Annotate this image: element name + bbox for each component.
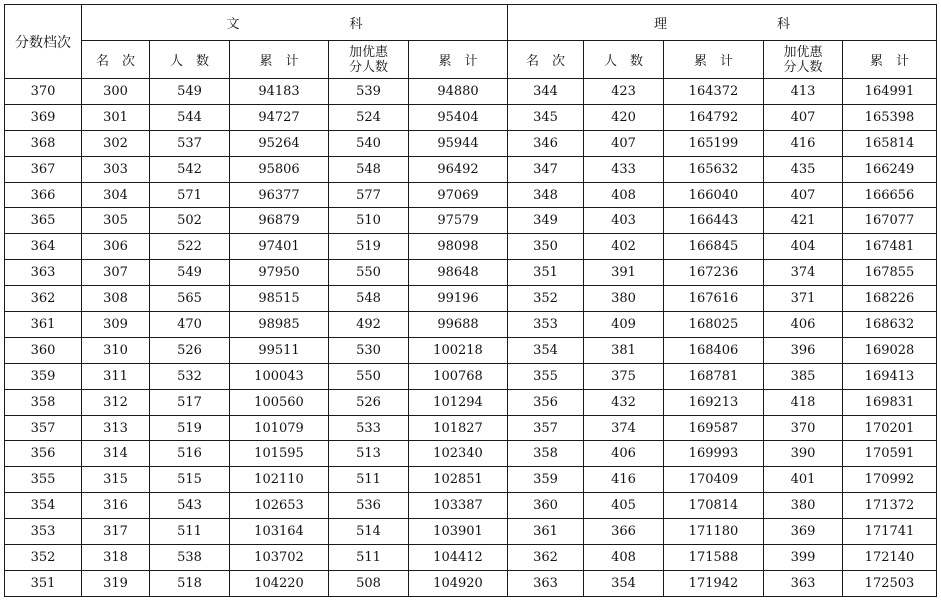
science-cumulative-cell: 164792 <box>664 104 764 130</box>
science-bonus-count-cell: 421 <box>764 208 843 234</box>
liberal-count-cell: 515 <box>150 467 230 493</box>
table-row <box>5 337 937 363</box>
liberal-count-cell: 538 <box>150 545 230 571</box>
science-bonus-cumulative-cell: 171741 <box>843 519 937 545</box>
science-bonus-count-cell: 385 <box>764 363 843 389</box>
science-char-1: 理 <box>653 17 667 32</box>
liberal-bonus-count-cell: 530 <box>329 337 409 363</box>
science-bonus-cumulative-cell: 171372 <box>843 493 937 519</box>
table-row <box>5 130 937 156</box>
score-distribution-document <box>4 4 937 597</box>
science-count-cell: 374 <box>584 415 664 441</box>
science-cumulative-cell: 167236 <box>664 260 764 286</box>
bonus-header-line-1: 加优惠 <box>348 44 388 60</box>
science-cumulative-cell: 168781 <box>664 363 764 389</box>
liberal-rank-cell: 308 <box>82 286 150 312</box>
liberal-rank-cell: 310 <box>82 337 150 363</box>
science-count-cell: 375 <box>584 363 664 389</box>
science-count-cell: 409 <box>584 312 664 338</box>
liberal-bonus-count-cell: 510 <box>329 208 409 234</box>
score-band-cell: 363 <box>5 260 82 286</box>
table-row <box>5 519 937 545</box>
liberal-cumulative-cell: 101595 <box>230 441 329 467</box>
science-cumulative-cell: 165632 <box>664 156 764 182</box>
liberal-count-cell: 544 <box>150 104 230 130</box>
liberal-bonus-cumulative-cell: 100218 <box>409 337 508 363</box>
liberal-bonus-cumulative-cell: 104920 <box>409 570 508 596</box>
science-cumulative-cell: 171942 <box>664 570 764 596</box>
science-count-cell: 380 <box>584 286 664 312</box>
science-count-cell: 403 <box>584 208 664 234</box>
score-band-cell: 360 <box>5 337 82 363</box>
liberal-cumulative-cell: 97950 <box>230 260 329 286</box>
liberal-cumulative-cell: 96377 <box>230 182 329 208</box>
science-bonus-count-cell: 404 <box>764 234 843 260</box>
science-count-cell: 406 <box>584 441 664 467</box>
table-body <box>5 79 937 597</box>
liberal-bonus-cumulative-cell: 101827 <box>409 415 508 441</box>
science-count-cell: 366 <box>584 519 664 545</box>
liberal-cumulative-cell: 98985 <box>230 312 329 338</box>
science-rank-cell: 358 <box>508 441 584 467</box>
liberal-bonus-cumulative-cell: 97069 <box>409 182 508 208</box>
science-bonus-count-header <box>764 41 843 79</box>
science-bonus-count-cell: 396 <box>764 337 843 363</box>
liberal-rank-cell: 301 <box>82 104 150 130</box>
score-band-cell: 370 <box>5 79 82 105</box>
liberal-rank-cell: 303 <box>82 156 150 182</box>
liberal-count-cell: 542 <box>150 156 230 182</box>
science-bonus-count-cell: 406 <box>764 312 843 338</box>
liberal-arts-header <box>82 5 508 41</box>
science-bonus-count-cell: 413 <box>764 79 843 105</box>
liberal-rank-cell: 318 <box>82 545 150 571</box>
table-row <box>5 415 937 441</box>
science-bonus-cumulative-cell: 167855 <box>843 260 937 286</box>
score-band-cell: 359 <box>5 363 82 389</box>
liberal-rank-cell: 319 <box>82 570 150 596</box>
science-bonus-cumulative-cell: 165814 <box>843 130 937 156</box>
liberal-bonus-count-cell: 550 <box>329 363 409 389</box>
liberal-rank-cell: 306 <box>82 234 150 260</box>
score-distribution-table <box>4 4 937 597</box>
liberal-count-cell: 565 <box>150 286 230 312</box>
science-bonus-cumulative-cell: 170201 <box>843 415 937 441</box>
liberal-cumulative-cell: 102110 <box>230 467 329 493</box>
liberal-bonus-count-cell: 577 <box>329 182 409 208</box>
liberal-rank-cell: 302 <box>82 130 150 156</box>
liberal-bonus-count-cell: 519 <box>329 234 409 260</box>
science-bonus-cumulative-cell: 169413 <box>843 363 937 389</box>
score-band-cell: 353 <box>5 519 82 545</box>
science-count-cell: 405 <box>584 493 664 519</box>
science-count-cell: 402 <box>584 234 664 260</box>
liberal-bonus-cumulative-cell: 95944 <box>409 130 508 156</box>
liberal-count-cell: 543 <box>150 493 230 519</box>
science-rank-cell: 360 <box>508 493 584 519</box>
science-bonus-cumulative-cell: 172140 <box>843 545 937 571</box>
liberal-bonus-count-cell: 540 <box>329 130 409 156</box>
science-count-cell: 433 <box>584 156 664 182</box>
table-row <box>5 156 937 182</box>
science-cumulative-cell: 171588 <box>664 545 764 571</box>
science-cumulative-cell: 166443 <box>664 208 764 234</box>
table-row <box>5 389 937 415</box>
science-bonus-cumulative-cell: 167481 <box>843 234 937 260</box>
liberal-count-cell: 549 <box>150 260 230 286</box>
table-row <box>5 545 937 571</box>
science-bonus-count-cell: 418 <box>764 389 843 415</box>
score-band-cell: 352 <box>5 545 82 571</box>
liberal-cumulative-cell: 102653 <box>230 493 329 519</box>
liberal-cumulative-cell: 96879 <box>230 208 329 234</box>
science-bonus-count-cell: 407 <box>764 104 843 130</box>
liberal-cumulative-cell: 99511 <box>230 337 329 363</box>
score-band-cell: 357 <box>5 415 82 441</box>
table-row <box>5 182 937 208</box>
liberal-bonus-cumulative-cell: 99196 <box>409 286 508 312</box>
science-bonus-count-cell: 390 <box>764 441 843 467</box>
science-bonus-count-cell: 369 <box>764 519 843 545</box>
science-count-cell: 432 <box>584 389 664 415</box>
liberal-arts-char-1: 文 <box>226 17 240 32</box>
science-rank-cell: 349 <box>508 208 584 234</box>
table-row <box>5 104 937 130</box>
liberal-arts-char-2: 科 <box>349 17 363 32</box>
liberal-count-header: 人 数 <box>150 41 230 79</box>
score-band-cell: 369 <box>5 104 82 130</box>
liberal-bonus-cumulative-cell: 102851 <box>409 467 508 493</box>
table-row <box>5 234 937 260</box>
science-rank-header: 名 次 <box>508 41 584 79</box>
liberal-count-cell: 511 <box>150 519 230 545</box>
science-count-cell: 381 <box>584 337 664 363</box>
liberal-cumulative-cell: 100560 <box>230 389 329 415</box>
bonus-header-line-2: 分人数 <box>348 59 388 75</box>
liberal-rank-cell: 304 <box>82 182 150 208</box>
table-row <box>5 208 937 234</box>
science-rank-cell: 346 <box>508 130 584 156</box>
liberal-bonus-cumulative-cell: 104412 <box>409 545 508 571</box>
liberal-bonus-cumulative-cell: 103901 <box>409 519 508 545</box>
liberal-cumulative-cell: 103702 <box>230 545 329 571</box>
liberal-bonus-count-cell: 539 <box>329 79 409 105</box>
science-bonus-cumulative-cell: 170591 <box>843 441 937 467</box>
liberal-rank-cell: 313 <box>82 415 150 441</box>
liberal-rank-cell: 317 <box>82 519 150 545</box>
liberal-bonus-count-cell: 550 <box>329 260 409 286</box>
science-bonus-count-cell: 371 <box>764 286 843 312</box>
table-row <box>5 493 937 519</box>
science-rank-cell: 351 <box>508 260 584 286</box>
liberal-rank-cell: 300 <box>82 79 150 105</box>
score-band-cell: 351 <box>5 570 82 596</box>
liberal-cumulative-cell: 100043 <box>230 363 329 389</box>
science-rank-cell: 348 <box>508 182 584 208</box>
liberal-count-cell: 519 <box>150 415 230 441</box>
science-bonus-cumulative-cell: 167077 <box>843 208 937 234</box>
liberal-bonus-count-cell: 511 <box>329 467 409 493</box>
science-cumulative-cell: 164372 <box>664 79 764 105</box>
score-band-cell: 362 <box>5 286 82 312</box>
science-cumulative-cell: 166040 <box>664 182 764 208</box>
liberal-rank-cell: 311 <box>82 363 150 389</box>
score-band-cell: 355 <box>5 467 82 493</box>
science-count-header: 人 数 <box>584 41 664 79</box>
score-band-cell: 358 <box>5 389 82 415</box>
science-cumulative-cell: 170409 <box>664 467 764 493</box>
science-cumulative-cell: 167616 <box>664 286 764 312</box>
science-char-2: 科 <box>777 17 791 32</box>
science-rank-cell: 363 <box>508 570 584 596</box>
liberal-rank-cell: 312 <box>82 389 150 415</box>
table-row <box>5 363 937 389</box>
science-rank-cell: 353 <box>508 312 584 338</box>
liberal-bonus-cumulative-cell: 102340 <box>409 441 508 467</box>
science-rank-cell: 361 <box>508 519 584 545</box>
table-row <box>5 79 937 105</box>
science-count-cell: 408 <box>584 545 664 571</box>
liberal-cumulative-cell: 94183 <box>230 79 329 105</box>
liberal-bonus-cumulative-cell: 96492 <box>409 156 508 182</box>
science-bonus-count-cell: 435 <box>764 156 843 182</box>
science-bonus-cumulative-cell: 168226 <box>843 286 937 312</box>
science-bonus-count-cell: 363 <box>764 570 843 596</box>
science-bonus-cumulative-cell: 168632 <box>843 312 937 338</box>
science-rank-cell: 362 <box>508 545 584 571</box>
header-row-columns <box>5 41 937 79</box>
science-bonus-cumulative-cell: 169831 <box>843 389 937 415</box>
science-bonus-cumulative-cell: 164991 <box>843 79 937 105</box>
liberal-bonus-count-cell: 548 <box>329 286 409 312</box>
science-rank-cell: 344 <box>508 79 584 105</box>
science-cumulative-cell: 168406 <box>664 337 764 363</box>
liberal-count-cell: 571 <box>150 182 230 208</box>
liberal-rank-cell: 309 <box>82 312 150 338</box>
science-bonus-cumulative-cell: 172503 <box>843 570 937 596</box>
science-bonus-count-cell: 416 <box>764 130 843 156</box>
science-rank-cell: 359 <box>508 467 584 493</box>
liberal-count-cell: 532 <box>150 363 230 389</box>
liberal-bonus-count-cell: 513 <box>329 441 409 467</box>
liberal-rank-cell: 316 <box>82 493 150 519</box>
score-band-cell: 365 <box>5 208 82 234</box>
liberal-cumulative-cell: 103164 <box>230 519 329 545</box>
liberal-bonus-count-cell: 533 <box>329 415 409 441</box>
liberal-cumulative-cell: 104220 <box>230 570 329 596</box>
liberal-rank-cell: 307 <box>82 260 150 286</box>
liberal-bonus-cumulative-cell: 98648 <box>409 260 508 286</box>
liberal-rank-cell: 315 <box>82 467 150 493</box>
liberal-count-cell: 526 <box>150 337 230 363</box>
score-band-cell: 366 <box>5 182 82 208</box>
liberal-bonus-cumulative-cell: 94880 <box>409 79 508 105</box>
liberal-count-cell: 537 <box>150 130 230 156</box>
liberal-bonus-cumulative-header: 累 计 <box>409 41 508 79</box>
science-rank-cell: 357 <box>508 415 584 441</box>
liberal-bonus-cumulative-cell: 99688 <box>409 312 508 338</box>
science-count-cell: 391 <box>584 260 664 286</box>
table-row <box>5 441 937 467</box>
science-header <box>508 5 937 41</box>
science-count-cell: 407 <box>584 130 664 156</box>
science-count-cell: 408 <box>584 182 664 208</box>
liberal-bonus-count-cell: 511 <box>329 545 409 571</box>
science-rank-cell: 345 <box>508 104 584 130</box>
science-bonus-count-cell: 370 <box>764 415 843 441</box>
liberal-bonus-count-cell: 526 <box>329 389 409 415</box>
table-row <box>5 570 937 596</box>
science-bonus-count-cell: 401 <box>764 467 843 493</box>
score-band-cell: 356 <box>5 441 82 467</box>
liberal-cumulative-cell: 98515 <box>230 286 329 312</box>
science-bonus-cumulative-cell: 166249 <box>843 156 937 182</box>
science-cumulative-cell: 169993 <box>664 441 764 467</box>
liberal-rank-cell: 314 <box>82 441 150 467</box>
liberal-count-cell: 549 <box>150 79 230 105</box>
liberal-count-cell: 502 <box>150 208 230 234</box>
liberal-bonus-count-cell: 508 <box>329 570 409 596</box>
science-cumulative-cell: 165199 <box>664 130 764 156</box>
bonus-header-line-1: 加优惠 <box>783 44 823 60</box>
liberal-bonus-cumulative-cell: 98098 <box>409 234 508 260</box>
liberal-rank-header: 名 次 <box>82 41 150 79</box>
liberal-cumulative-header: 累 计 <box>230 41 329 79</box>
liberal-count-cell: 470 <box>150 312 230 338</box>
score-band-cell: 361 <box>5 312 82 338</box>
table-row <box>5 467 937 493</box>
liberal-cumulative-cell: 95806 <box>230 156 329 182</box>
liberal-cumulative-cell: 94727 <box>230 104 329 130</box>
science-cumulative-cell: 166845 <box>664 234 764 260</box>
liberal-bonus-cumulative-cell: 101294 <box>409 389 508 415</box>
science-rank-cell: 350 <box>508 234 584 260</box>
science-cumulative-header: 累 计 <box>664 41 764 79</box>
science-bonus-count-cell: 407 <box>764 182 843 208</box>
science-bonus-cumulative-cell: 170992 <box>843 467 937 493</box>
table-header <box>5 5 937 79</box>
science-bonus-count-cell: 374 <box>764 260 843 286</box>
science-bonus-cumulative-cell: 166656 <box>843 182 937 208</box>
score-band-cell: 364 <box>5 234 82 260</box>
science-bonus-count-cell: 399 <box>764 545 843 571</box>
science-rank-cell: 355 <box>508 363 584 389</box>
science-bonus-count-cell: 380 <box>764 493 843 519</box>
table-row <box>5 260 937 286</box>
liberal-bonus-cumulative-cell: 100768 <box>409 363 508 389</box>
liberal-cumulative-cell: 95264 <box>230 130 329 156</box>
science-bonus-cumulative-header: 累 计 <box>843 41 937 79</box>
liberal-bonus-count-cell: 536 <box>329 493 409 519</box>
science-count-cell: 416 <box>584 467 664 493</box>
science-rank-cell: 347 <box>508 156 584 182</box>
score-band-cell: 368 <box>5 130 82 156</box>
science-count-cell: 423 <box>584 79 664 105</box>
science-bonus-cumulative-cell: 169028 <box>843 337 937 363</box>
science-count-cell: 420 <box>584 104 664 130</box>
liberal-cumulative-cell: 97401 <box>230 234 329 260</box>
liberal-count-cell: 522 <box>150 234 230 260</box>
liberal-bonus-cumulative-cell: 103387 <box>409 493 508 519</box>
liberal-count-cell: 517 <box>150 389 230 415</box>
liberal-bonus-cumulative-cell: 97579 <box>409 208 508 234</box>
liberal-bonus-cumulative-cell: 95404 <box>409 104 508 130</box>
liberal-count-cell: 516 <box>150 441 230 467</box>
science-cumulative-cell: 171180 <box>664 519 764 545</box>
score-band-cell: 367 <box>5 156 82 182</box>
liberal-bonus-count-cell: 548 <box>329 156 409 182</box>
liberal-count-cell: 518 <box>150 570 230 596</box>
bonus-header-line-2: 分人数 <box>783 59 823 75</box>
science-cumulative-cell: 169213 <box>664 389 764 415</box>
liberal-rank-cell: 305 <box>82 208 150 234</box>
liberal-bonus-count-cell: 514 <box>329 519 409 545</box>
score-band-header: 分数档次 <box>5 5 82 79</box>
liberal-cumulative-cell: 101079 <box>230 415 329 441</box>
science-rank-cell: 352 <box>508 286 584 312</box>
science-cumulative-cell: 170814 <box>664 493 764 519</box>
science-cumulative-cell: 169587 <box>664 415 764 441</box>
header-row-groups <box>5 5 937 41</box>
science-count-cell: 354 <box>584 570 664 596</box>
table-row <box>5 286 937 312</box>
liberal-bonus-count-cell: 492 <box>329 312 409 338</box>
liberal-bonus-count-cell: 524 <box>329 104 409 130</box>
liberal-bonus-count-header <box>329 41 409 79</box>
science-rank-cell: 356 <box>508 389 584 415</box>
table-row <box>5 312 937 338</box>
science-rank-cell: 354 <box>508 337 584 363</box>
science-bonus-cumulative-cell: 165398 <box>843 104 937 130</box>
score-band-cell: 354 <box>5 493 82 519</box>
science-cumulative-cell: 168025 <box>664 312 764 338</box>
